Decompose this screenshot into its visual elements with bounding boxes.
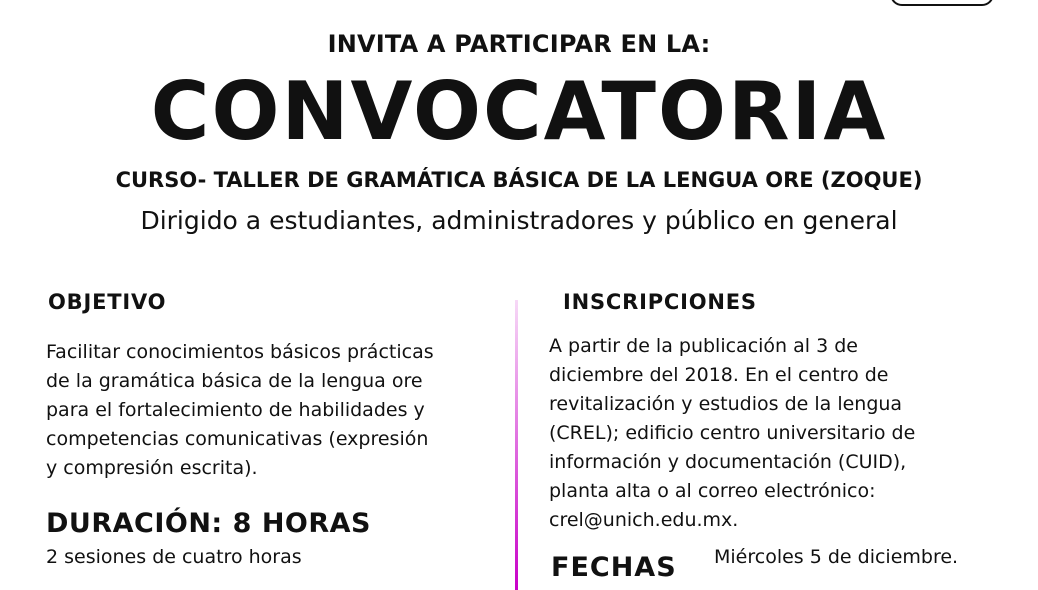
objective-text: Facilitar conocimientos básicos prácticas de la gramática básica de la lengua ore para el fortalecimiento de habilidades y competencias comunicativas (expresión y compresión escrita). <box>46 341 434 479</box>
audience-line: Dirigido a estudiantes, administradores y público en general <box>140 206 898 235</box>
page-title: CONVOCATORIA <box>150 65 888 158</box>
top-corner-decoration <box>890 0 994 6</box>
duration-heading: DURACIÓN: 8 HORAS <box>46 508 371 539</box>
dates-heading: FECHAS <box>551 552 677 583</box>
course-title: CURSO- TALLER DE GRAMÁTICA BÁSICA DE LA LENGUA ORE (ZOQUE) <box>115 168 923 192</box>
duration-detail: 2 sesiones de cuatro horas <box>46 546 302 568</box>
dates-text: Miércoles 5 de diciembre. <box>714 546 959 568</box>
invite-line: INVITA A PARTICIPAR EN LA: <box>327 30 711 58</box>
inscriptions-heading: INSCRIPCIONES <box>563 290 757 314</box>
objective-heading: OBJETIVO <box>48 290 167 314</box>
inscriptions-text: A partir de la publicación al 3 de diciembre del 2018. En el centro de revitalización y estudios de la lengua (CREL); edificio centro universitario de información y documentación (CUID), planta alta o al correo electrónico: crel@unich.edu.mx. <box>549 335 916 531</box>
column-divider <box>515 300 518 590</box>
